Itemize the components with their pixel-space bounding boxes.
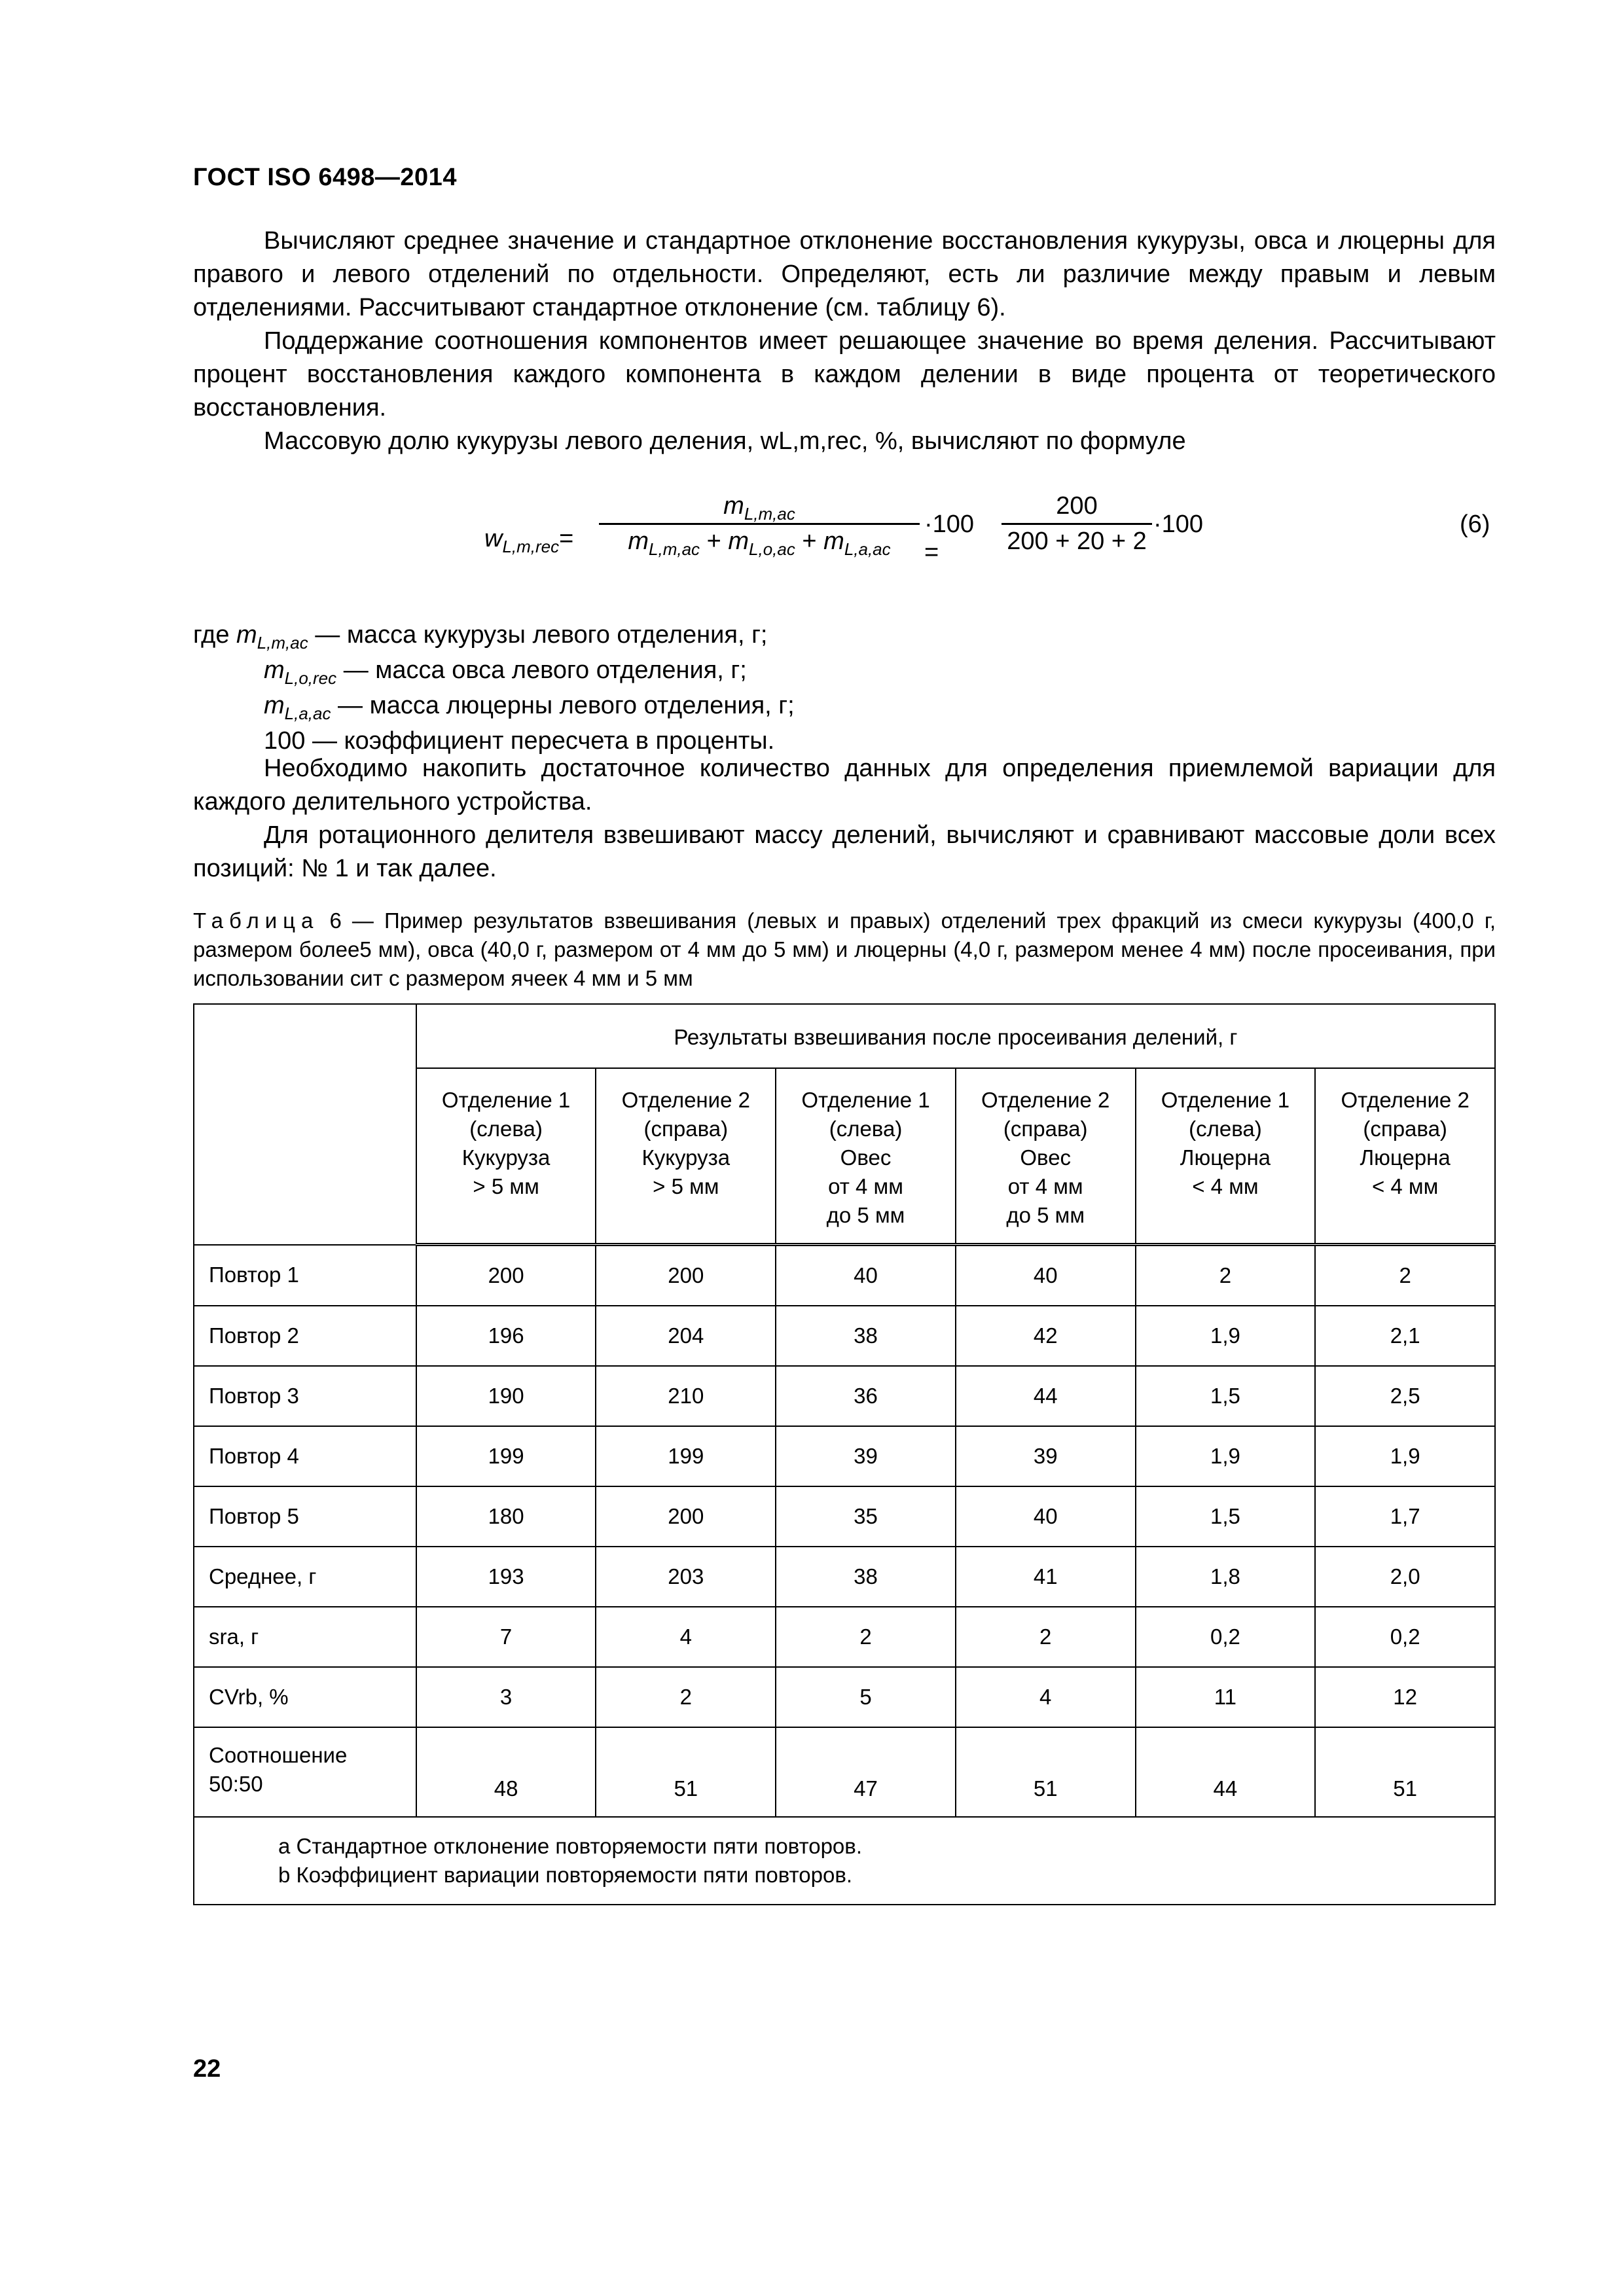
fraction-1-denominator: $m_{L,m,ac} + m_{L,o,ac} + m_{L,a,ac}$ [628,528,891,559]
paragraph-2: Поддержание соотношения компонентов имеет решающее значение во время деления. Рассчитывают процент восстановления каждого компонента в каждом делении в виде процента от теоретического восстановления. [193,327,1496,422]
table-cell: 1,9 [1315,1426,1495,1486]
table-cell: 44 [1136,1727,1316,1817]
table-cell: 2 [596,1667,776,1727]
fraction-1 [599,492,920,559]
table-cell: 1,5 [1136,1366,1316,1426]
table-caption [193,906,1496,993]
table-group-header: Результаты взвешивания после просеивания делений, г [416,1004,1495,1068]
table-cell: 1,8 [1136,1547,1316,1607]
paragraph-5: Для ротационного делителя взвешивают массу делений, вычисляют и сравнивают массовые доли всех позиций: № 1 и так далее. [193,821,1496,882]
table-cell: 40 [956,1486,1136,1547]
table-cell: 2,1 [1315,1306,1495,1366]
table-cell: 2 [776,1607,956,1667]
where-item-4: 100 — коэффициент пересчета в проценты. [264,727,775,755]
table-cell: 39 [776,1426,956,1486]
table-row [194,1426,1495,1486]
document-header: ГОСТ ISO 6498—2014 [193,164,457,191]
fraction-2-denominator: 200 + 20 + 2 [1007,528,1147,555]
row-label: CVrb, % [194,1667,416,1727]
footnote-b: b Коэффициент вариации повторяемости пяти повторов. [278,1863,853,1887]
row-label: sra, г [194,1607,416,1667]
table-cell: 3 [416,1667,596,1727]
table-cell: 200 [416,1245,596,1306]
paragraph-3: Массовую долю кукурузы левого деления, wL,m,rec, %, вычисляют по формуле [264,427,1186,455]
formula-times-100: ·100 [1153,511,1204,538]
where-item-3: $m_{L,a,ac}$ — масса люцерны левого отделения, г; [264,692,795,723]
fraction-2-numerator: 200 [1056,492,1098,520]
table-cell: 11 [1136,1667,1316,1727]
column-header: Отделение 1 (слева) Люцерна < 4 мм [1136,1068,1316,1245]
where-item-1: где $m_{L,m,ac}$ — масса кукурузы левого отделения, г; [193,621,768,653]
table-cell: 2 [1136,1245,1316,1306]
table-cell: 36 [776,1366,956,1426]
table-cell: 7 [416,1607,596,1667]
table-cell: 38 [776,1306,956,1366]
table-cell: 48 [416,1727,596,1817]
table-cell: 0,2 [1315,1607,1495,1667]
row-label: Повтор 2 [194,1306,416,1366]
row-label: Среднее, г [194,1547,416,1607]
table-cell: 39 [956,1426,1136,1486]
fraction-2-bar [1001,523,1152,525]
paragraph-1: Вычисляют среднее значение и стандартное отклонение восстановления кукурузы, овса и люцерны для правого и левого отделений по отдельности. Определяют, есть ли различие между правым и левым отделениями. Рассчитывают стандартное отклонение (см. таблицу 6). [193,227,1496,321]
table-cell: 1,5 [1136,1486,1316,1547]
table-cell: 51 [596,1727,776,1817]
table-cell: 2,0 [1315,1547,1495,1607]
table-cell: 204 [596,1306,776,1366]
table-cell: 42 [956,1306,1136,1366]
row-label: Повтор 1 [194,1245,416,1306]
column-header: Отделение 1 (слева) Кукуруза > 5 мм [416,1068,596,1245]
table-cell: 35 [776,1486,956,1547]
table-cell: 51 [956,1727,1136,1817]
table-cell: 5 [776,1667,956,1727]
table-cell: 200 [596,1245,776,1306]
table-row [194,1366,1495,1426]
table-cell: 203 [596,1547,776,1607]
table-cell: 200 [596,1486,776,1547]
row-label: Повтор 5 [194,1486,416,1547]
table-cell: 199 [596,1426,776,1486]
column-header: Отделение 2 (справа) Овес от 4 мм до 5 мм [956,1068,1136,1245]
table-cell: 2 [1315,1245,1495,1306]
table-cell: 1,7 [1315,1486,1495,1547]
fraction-1-numerator: $m_{L,m,ac}$ [723,492,795,524]
table-corner-cell [194,1004,416,1245]
column-header: Отделение 2 (справа) Люцерна < 4 мм [1315,1068,1495,1245]
table-footnotes [194,1817,1495,1905]
paragraph-4: Необходимо накопить достаточное количество данных для определения приемлемой вариации для каждого делительного устройства. [193,755,1496,816]
formula-times-100-equals: ·100 = [924,511,975,566]
table-cell: 1,9 [1136,1306,1316,1366]
table-cell: 2 [956,1607,1136,1667]
table-cell: 40 [956,1245,1136,1306]
table-cell: 1,9 [1136,1426,1316,1486]
table-cell: 41 [956,1547,1136,1607]
column-header: Отделение 2 (справа) Кукуруза > 5 мм [596,1068,776,1245]
table-row [194,1245,1495,1306]
formula-lhs: $w_{L,m,rec}=$ [484,525,574,556]
table-cell: 193 [416,1547,596,1607]
where-item-2: $m_{L,o,rec}$ — масса овса левого отделения, г; [264,656,747,688]
table-caption-text: 6 — Пример результатов взвешивания (левых и правых) отделений трех фракций из смеси кукурузы (400,0 г, размером более5 мм), овса (40,0 г, размером от 4 мм до 5 мм) и люцерны (4,0 г, размером менее 4 мм) после просеивания, при использовании сит с размером ячеек 4 мм и 5 мм [193,908,1496,990]
table-row [194,1486,1495,1547]
table-cell: 12 [1315,1667,1495,1727]
table-cell: 47 [776,1727,956,1817]
equation-number: (6) [1460,511,1490,538]
table-cell: 190 [416,1366,596,1426]
table-cell: 196 [416,1306,596,1366]
page-number: 22 [193,2055,221,2083]
table-cell: 199 [416,1426,596,1486]
row-label: Повтор 4 [194,1426,416,1486]
table-cell: 180 [416,1486,596,1547]
row-label: Повтор 3 [194,1366,416,1426]
table-cell: 51 [1315,1727,1495,1817]
table-cell: 0,2 [1136,1607,1316,1667]
table-row [194,1607,1495,1667]
table-cell: 4 [596,1607,776,1667]
table-cell: 40 [776,1245,956,1306]
column-header: Отделение 1 (слева) Овес от 4 мм до 5 мм [776,1068,956,1245]
row-label: Соотношение 50:50 [194,1727,416,1817]
table-cell: 2,5 [1315,1366,1495,1426]
table-cell: 210 [596,1366,776,1426]
table-row [194,1547,1495,1607]
footnote-a: a Стандартное отклонение повторяемости пяти повторов. [278,1834,862,1858]
fraction-2 [1001,492,1152,556]
table-row [194,1727,1495,1817]
table-caption-label: Таблица [193,908,319,933]
where-list [193,619,795,758]
results-table [193,1003,1496,1905]
table-cell: 4 [956,1667,1136,1727]
table-row [194,1306,1495,1366]
table-cell: 38 [776,1547,956,1607]
table-footnotes-row [194,1817,1495,1905]
table-row [194,1667,1495,1727]
table-cell: 44 [956,1366,1136,1426]
